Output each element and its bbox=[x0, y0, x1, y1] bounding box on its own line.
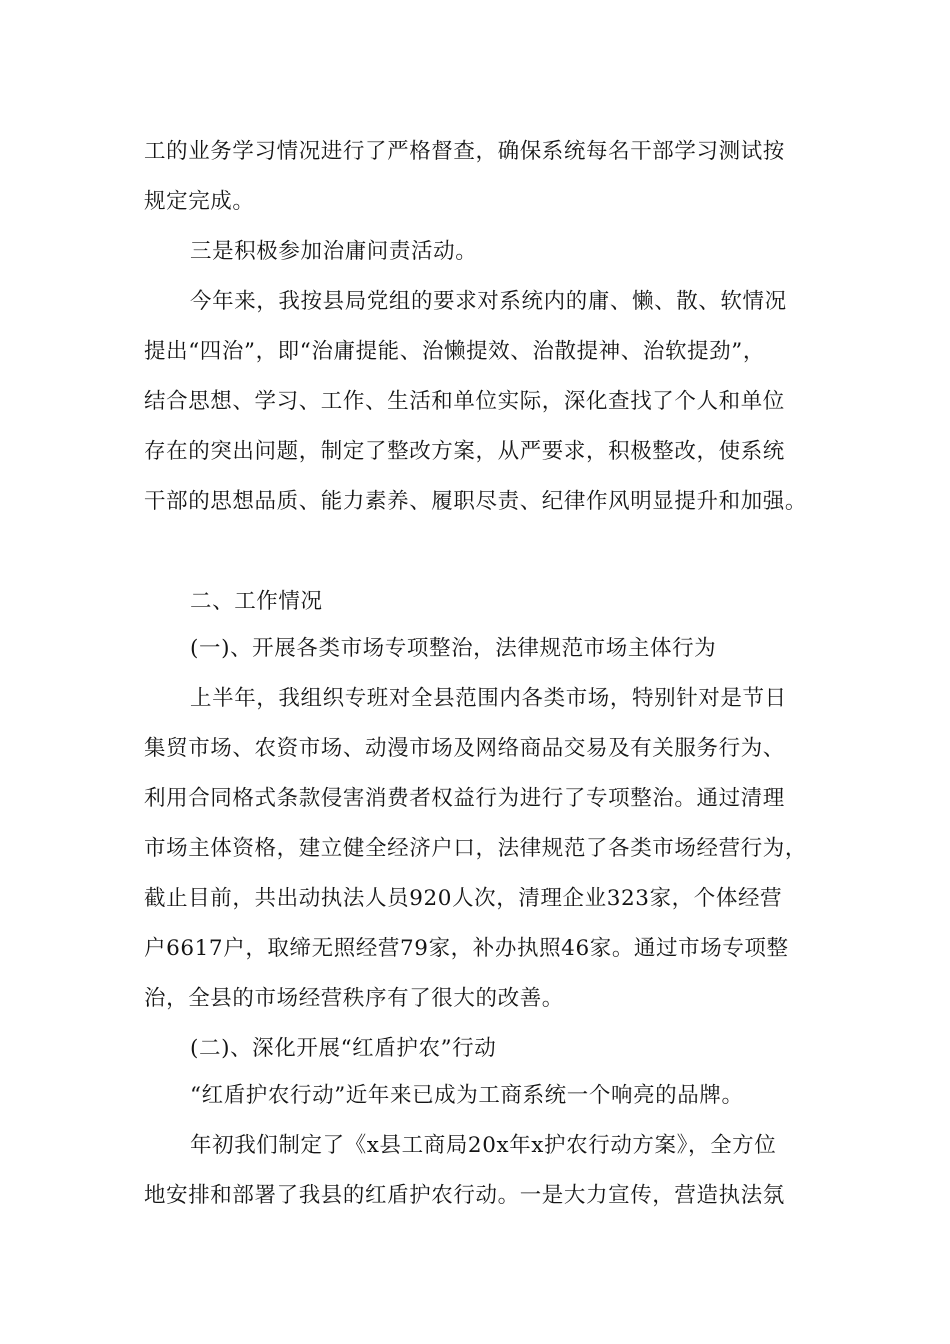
text-line: 存在的突出问题，制定了整改方案，从严要求，积极整改，使系统 bbox=[144, 439, 785, 464]
text-line: 工的业务学习情况进行了严格督查，确保系统每名干部学习测试按 bbox=[144, 139, 785, 164]
text-line: 上半年，我组织专班对全县范围内各类市场，特别针对是节日 bbox=[190, 686, 787, 711]
text-line: “红盾护农行动”近年来已成为工商系统一个响亮的品牌。 bbox=[190, 1083, 744, 1108]
section-heading: 二、工作情况 bbox=[190, 589, 323, 614]
text-line: 规定完成。 bbox=[144, 189, 255, 214]
text-line: 利用合同格式条款侵害消费者权益行为进行了专项整治。通过清理 bbox=[144, 786, 785, 811]
text-line: 地安排和部署了我县的红盾护农行动。一是大力宣传，营造执法氛 bbox=[144, 1183, 785, 1208]
text-line: 提出“四治”，即“治庸提能、治懒提效、治散提神、治软提劲”， bbox=[144, 339, 765, 364]
text-line: 今年来，我按县局党组的要求对系统内的庸、懒、散、软情况 bbox=[190, 289, 787, 314]
subsection-heading: (一)、开展各类市场专项整治，法律规范市场主体行为 bbox=[190, 636, 717, 661]
text-line: 三是积极参加治庸问责活动。 bbox=[190, 239, 478, 264]
text-line: 治，全县的市场经营秩序有了很大的改善。 bbox=[144, 986, 564, 1011]
subsection-heading: (二)、深化开展“红盾护农”行动 bbox=[190, 1036, 497, 1061]
text-line: 集贸市场、农资市场、动漫市场及网络商品交易及有关服务行为、 bbox=[144, 736, 785, 761]
text-line: 户6617户，取缔无照经营79家，补办执照46家。通过市场专项整 bbox=[144, 936, 789, 961]
text-line: 市场主体资格，建立健全经济户口，法律规范了各类市场经营行为， bbox=[144, 836, 808, 861]
text-line: 截止目前，共出动执法人员920人次，清理企业323家，个体经营 bbox=[144, 886, 783, 911]
text-line: 干部的思想品质、能力素养、履职尽责、纪律作风明显提升和加强。 bbox=[144, 489, 808, 514]
text-line: 结合思想、学习、工作、生活和单位实际，深化查找了个人和单位 bbox=[144, 389, 785, 414]
text-line: 年初我们制定了《x县工商局20x年x护农行动方案》，全方位 bbox=[190, 1133, 777, 1158]
